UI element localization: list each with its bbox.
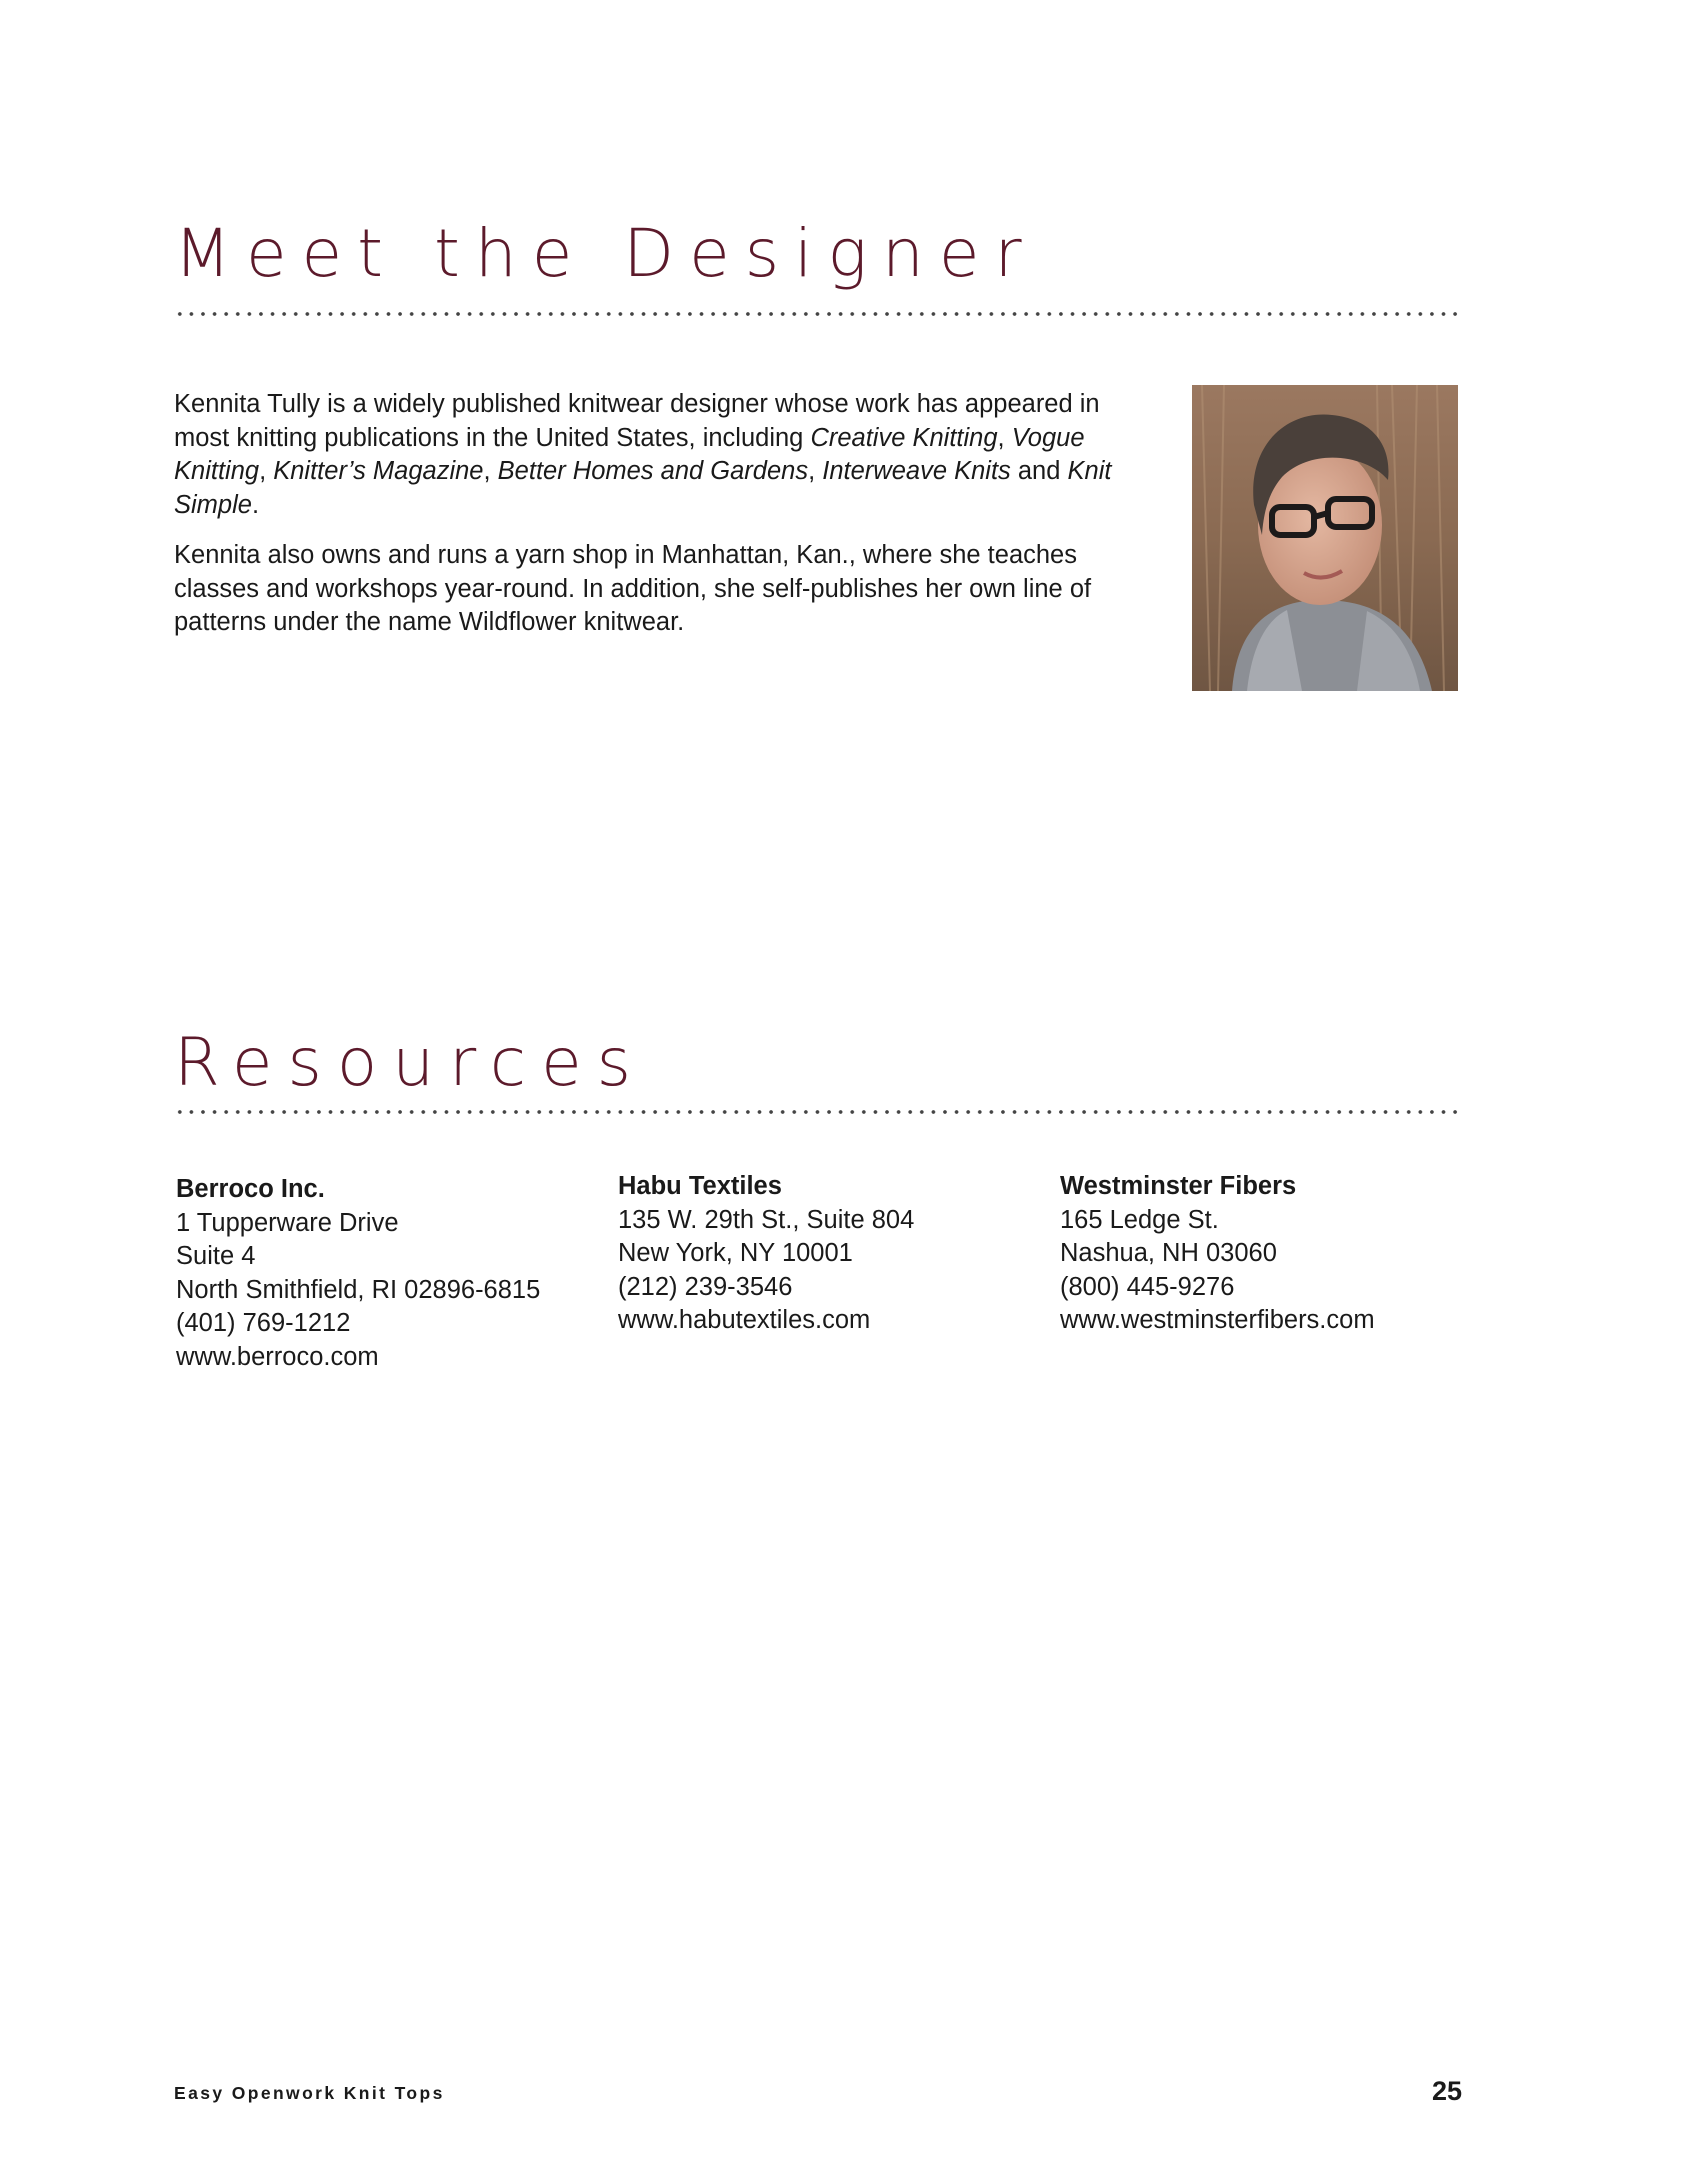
resources-heading: Resources (174, 1023, 647, 1101)
address-line: New York, NY 10001 (618, 1239, 853, 1267)
phone-number: (212) 239-3546 (618, 1272, 793, 1301)
publication-title: Knit Simple (174, 457, 1112, 519)
resource-habu-textiles (618, 1170, 1038, 1338)
designer-portrait-image (1192, 385, 1458, 691)
resource-berroco (176, 1173, 596, 1374)
bio-paragraph-2: Kennita also owns and runs a yarn shop in Manhattan, Kan., where she teaches classes and workshops year-round. In addition, she self-publishes her own line of patterns under the name Wildflower knitwear. (174, 541, 1092, 636)
address-line: 135 W. 29th St., Suite 804 (618, 1205, 915, 1234)
address-line: North Smithfield, RI 02896-6815 (176, 1275, 541, 1304)
website-link[interactable]: www.habutextiles.com (618, 1306, 871, 1334)
publication-title: Vogue Knitting (174, 423, 1085, 485)
company-name: Westminster Fibers (1060, 1172, 1297, 1200)
address-line: Suite 4 (176, 1242, 256, 1270)
address-line: 165 Ledge St. (1060, 1205, 1219, 1234)
footer-book-title: Easy Openwork Knit Tops (174, 2083, 445, 2103)
publication-title: Interweave Knits (822, 457, 1011, 485)
company-name: Berroco Inc. (176, 1175, 325, 1203)
phone-number: (800) 445-9276 (1060, 1272, 1235, 1301)
phone-number: (401) 769-1212 (176, 1309, 351, 1337)
dotted-divider (174, 1109, 1464, 1115)
meet-the-designer-heading: Meet the Designer (174, 215, 1037, 293)
designer-photo (1192, 385, 1458, 691)
publication-title: Better Homes and Gardens (497, 457, 809, 485)
website-link[interactable]: www.berroco.com (176, 1342, 379, 1371)
address-line: 1 Tupperware Drive (176, 1208, 399, 1237)
dotted-divider (174, 311, 1464, 317)
bio-paragraph-1: Kennita Tully is a widely published knitwear designer whose work has appeared in most knitting publications in the United States, including Creative Knitting, Vogue Knitting, Knitter’s Magazine, Better Homes and Gardens, Interweave Knits and Knit Simple. (174, 390, 1112, 519)
publication-title: Creative Knitting (810, 423, 998, 452)
company-name: Habu Textiles (618, 1172, 782, 1200)
address-line: Nashua, NH 03060 (1060, 1239, 1277, 1267)
designer-bio (174, 388, 1134, 657)
publication-title: Knitter’s Magazine (273, 457, 484, 485)
page-number: 25 (1431, 2076, 1462, 2106)
resource-westminster-fibers (1060, 1170, 1480, 1338)
website-link[interactable]: www.westminsterfibers.com (1060, 1306, 1375, 1334)
